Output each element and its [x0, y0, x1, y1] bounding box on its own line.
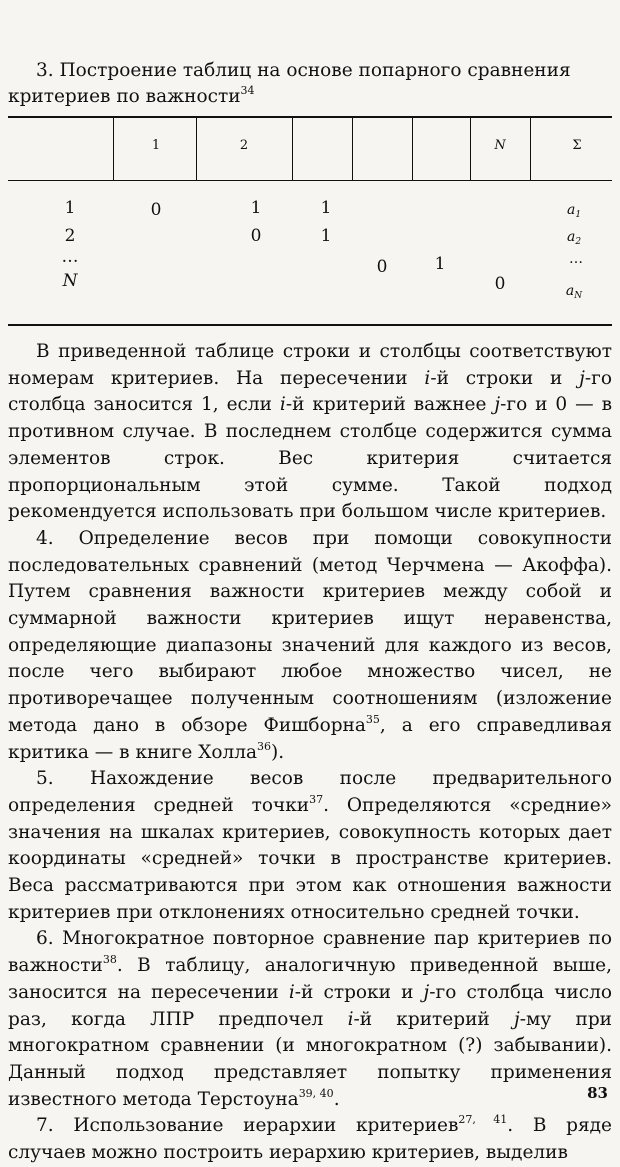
text-run: -го и 0 — в противном случае. В последнем столбце содержится сумма элементов строк. Вес критерия считается пропорциональным этой сумме. Такой подход рекомендуется использовать при большом числе критериев. [8, 394, 612, 523]
table-col-divider [352, 118, 353, 180]
math-var: i [347, 1008, 354, 1030]
text-run: -го столбца число раз, когда ЛПР предпочел [8, 981, 612, 1030]
text-run: . В ряде случаев можно построить иерархию критериев, выделив [8, 1115, 612, 1164]
table-col-divider [530, 118, 531, 180]
math-var: j [494, 394, 501, 416]
table-cell: 1 [320, 198, 332, 218]
math-var: i [424, 367, 431, 389]
table-sum-cell [554, 202, 594, 218]
text-run: 5. Нахождение весов после предварительного определения средней точки [8, 768, 612, 816]
sum-subscript: 1 [575, 210, 582, 220]
table-col-divider [113, 118, 114, 180]
text-run: . Определяются «средние» значения на шкалах критериев, совокупность которых дает координаты «средней» точки в пространстве критериев. Веса рассматриваются при этом как отношения важности критериев при отклонениях относительно средней точки. [8, 794, 612, 923]
table-cell: 1 [320, 226, 332, 246]
table-cell: 0 [376, 257, 388, 277]
text-run: , а его справедливая критика — в книге Холла [8, 714, 612, 763]
footnote-ref: 38 [102, 953, 117, 967]
footnote-ref: 35 [365, 712, 380, 726]
table-col-divider [196, 118, 197, 180]
table-sum-cell: … [569, 251, 583, 267]
text-run: . [333, 1088, 340, 1110]
math-var: j [423, 981, 430, 1003]
table-top-rule [8, 116, 612, 118]
table-cell: 1 [434, 254, 446, 274]
footnote-ref: 37 [309, 792, 324, 806]
table-header-cell: 2 [239, 138, 249, 153]
text-run: ). [271, 741, 285, 763]
sum-symbol: a [566, 202, 576, 218]
text-run: 6. Многократное повторное сравнение пар критериев по важности [8, 928, 612, 977]
table-col-divider [412, 118, 413, 180]
text-run: -му при многократном сравнении (и многократном (?) забывании). Данный подход представляет попытку применения известного метода Терстоуна [8, 1008, 613, 1110]
footnote-ref: 27, 41 [458, 1113, 508, 1127]
paragraph [8, 926, 612, 1113]
section-heading [8, 58, 612, 110]
heading-text: 3. Построение таблиц на основе попарного сравнения критериев по важности [8, 60, 571, 107]
table-header-rule [8, 180, 612, 181]
table-sum-cell [554, 283, 594, 299]
text-run: -й критерий [353, 1008, 514, 1030]
table-row-label: … [61, 247, 79, 267]
table-cell: 0 [250, 226, 262, 246]
table-row-label: 1 [64, 198, 76, 218]
sum-subscript: N [574, 291, 583, 301]
footnote-ref: 36 [257, 739, 272, 753]
text-run: -й строки и [430, 367, 580, 389]
math-var: j [513, 1008, 520, 1030]
sum-subscript: 2 [575, 237, 582, 247]
table-cell: 0 [494, 274, 506, 294]
body-text [8, 339, 612, 1167]
text-run: -й строки и [294, 981, 424, 1003]
text-run: 7. Использование иерархии критериев [36, 1115, 459, 1137]
table-row-label: 2 [64, 226, 76, 246]
text-run: -й критерий важнее [285, 394, 495, 416]
heading-footnote-ref: 34 [240, 84, 255, 97]
table-row-label: N [62, 271, 78, 291]
paragraph [8, 1113, 612, 1166]
paragraph [8, 526, 612, 766]
math-var: i [288, 981, 295, 1003]
text-run: 4. Определение весов при помощи совокупности последовательных сравнений (метод Черчмена — Акоффа). Путем сравнения важности критериев между собой и суммарной важности критериев ищут неравенства, определяющие диапазоны значений для каждого из весов, после чего выбирают любое множество чисел, не противоречащее полученным соотношениям (изложение метода дано в обзоре Фишборна [8, 527, 612, 736]
sum-symbol: a [566, 229, 576, 245]
paragraph [8, 766, 612, 926]
math-var: i [279, 394, 286, 416]
table-cell: 0 [150, 200, 162, 220]
table-bottom-rule [8, 324, 612, 326]
sum-symbol: a [565, 283, 575, 299]
table-header-cell: 1 [151, 138, 161, 153]
table-cell: 1 [250, 198, 262, 218]
table-sum-cell [554, 229, 594, 245]
paragraph [8, 339, 612, 526]
text-run: . В таблицу, аналогичную приведенной выше, заносится на пересечении [8, 955, 612, 1003]
table-col-divider [470, 118, 471, 180]
table-header-cell: Σ [572, 138, 582, 153]
math-var: j [579, 367, 585, 389]
text-run: -го столбца заносится 1, если [8, 367, 612, 416]
table-header-cell: N [494, 138, 506, 153]
table-col-divider [292, 118, 293, 180]
text-run: В приведенной таблице строки и столбцы соответствуют номерам критериев. На пересечении [8, 341, 612, 389]
footnote-ref: 39, 40 [298, 1086, 334, 1100]
page-number: 83 [587, 1084, 608, 1102]
